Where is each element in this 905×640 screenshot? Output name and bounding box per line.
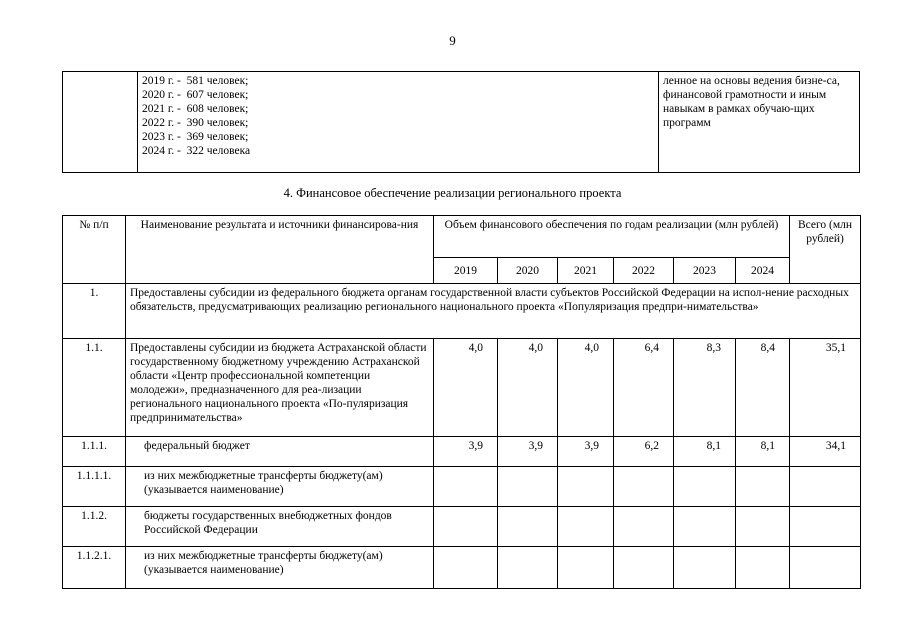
value-cell: 4,0 <box>434 339 498 437</box>
count-line: 2020 г. - 607 человек; <box>142 89 249 101</box>
header-year: 2022 <box>614 258 674 284</box>
row-text: Предоставлены субсидии из федерального бюджета органам государственной власти субъектов Российской Федерации на испол-нение расходных обязательств, предусматривающих реализацию регионального национального проекта «Популяризация предпри-нимательства» <box>126 284 861 339</box>
count-line: 2023 г. - 369 человек; <box>142 131 249 143</box>
header-year: 2020 <box>498 258 558 284</box>
total-cell: 35,1 <box>790 339 861 437</box>
table-row <box>63 467 861 507</box>
row-num: 1. <box>63 284 126 339</box>
count-line: 2024 г. - 322 человека <box>142 145 251 157</box>
table-row <box>63 72 860 173</box>
finance-table <box>62 215 861 589</box>
header-row <box>63 216 861 258</box>
header-num: № п/п <box>63 216 126 284</box>
value-cell: 4,0 <box>558 339 614 437</box>
value-cell: 8,1 <box>674 437 736 467</box>
header-year: 2023 <box>674 258 736 284</box>
value-cell: 4,0 <box>498 339 558 437</box>
row-num: 1.1. <box>63 339 126 437</box>
value-cell: 3,9 <box>498 437 558 467</box>
value-cell: 8,1 <box>736 437 790 467</box>
value-cell: 8,3 <box>674 339 736 437</box>
section-title: 4. Финансовое обеспечение реализации регионального проекта <box>283 186 622 200</box>
row-text: из них межбюджетные трансферты бюджету(ам) (указывается наименование) <box>126 547 434 589</box>
counts-cell <box>138 72 659 173</box>
row-text: из них межбюджетные трансферты бюджету(ам) (указывается наименование) <box>126 467 434 507</box>
table-row <box>63 339 861 437</box>
header-year: 2021 <box>558 258 614 284</box>
continuation-table <box>62 71 860 173</box>
count-line: 2021 г. - 608 человек; <box>142 103 249 115</box>
table-row <box>63 437 861 467</box>
value-cell: 3,9 <box>434 437 498 467</box>
header-volume: Объем финансового обеспечения по годам реализации (млн рублей) <box>434 216 790 258</box>
header-total: Всего (млн рублей) <box>790 216 861 284</box>
header-year: 2024 <box>736 258 790 284</box>
header-name: Наименование результата и источники финансирова-ния <box>126 216 434 284</box>
row-text: бюджеты государственных внебюджетных фондов Российской Федерации <box>126 507 434 547</box>
table-row <box>63 507 861 547</box>
total-cell: 34,1 <box>790 437 861 467</box>
value-cell: 3,9 <box>558 437 614 467</box>
value-cell: 6,2 <box>614 437 674 467</box>
count-line: 2019 г. - 581 человек; <box>142 75 249 87</box>
value-cell: 6,4 <box>614 339 674 437</box>
row-num: 1.1.2. <box>63 507 126 547</box>
count-line: 2022 г. - 390 человек; <box>142 117 249 129</box>
row-text: Предоставлены субсидии из бюджета Астраханской области государственному бюджетному учреждению Астраханской области «Центр профессиональной компетенции молодежи», предназначенного для реа-лизации регионального национального проекта «По-пуляризация предпринимательства» <box>126 339 434 437</box>
row-num: 1.1.1. <box>63 437 126 467</box>
page-number: 9 <box>449 33 456 48</box>
table-row <box>63 547 861 589</box>
value-cell: 8,4 <box>736 339 790 437</box>
table-row <box>63 284 861 339</box>
row-num: 1.1.2.1. <box>63 547 126 589</box>
row-num: 1.1.1.1. <box>63 467 126 507</box>
empty-cell <box>63 72 138 173</box>
header-year: 2019 <box>434 258 498 284</box>
row-text: федеральный бюджет <box>126 437 434 467</box>
description-cell: ленное на основы ведения бизне-са, финансовой грамотности и иным навыкам в рамках обучаю-щих программ <box>659 72 860 173</box>
